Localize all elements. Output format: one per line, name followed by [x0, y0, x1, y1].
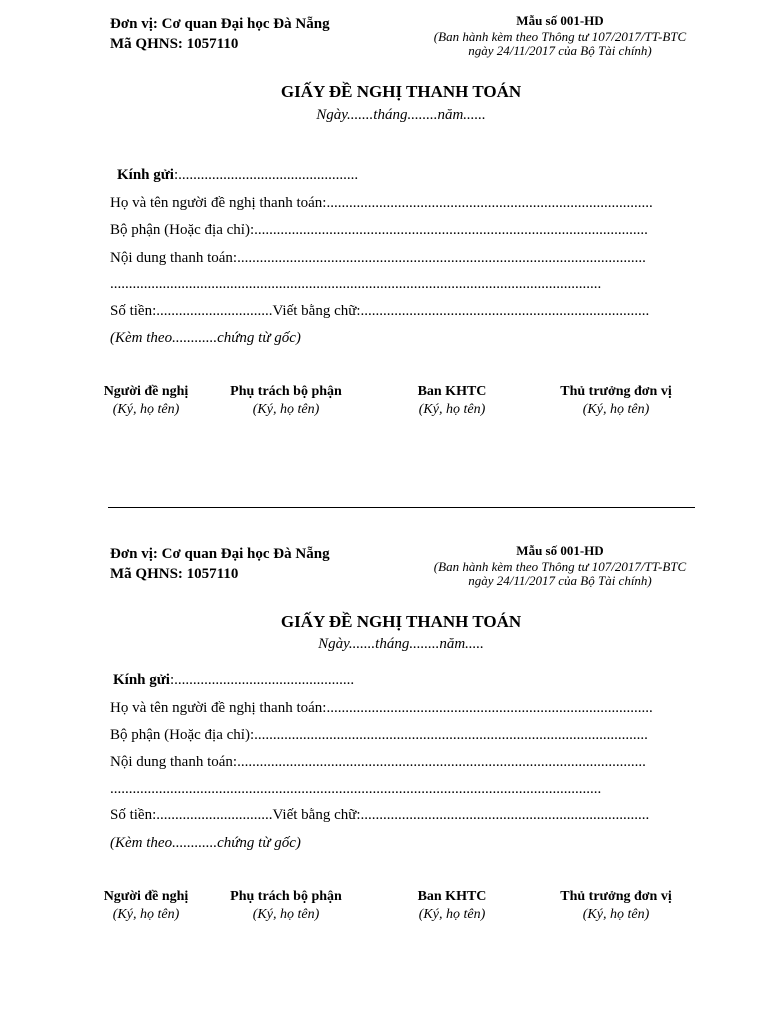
form-note-date: ngày 24/11/2017 của Bộ Tài chính) [468, 43, 652, 58]
amount-line: Số tiền:...............................Viết bằng chữ:............................................................................. [110, 303, 650, 319]
recipient-dots: :................................................ [173, 167, 359, 183]
form-note-circular: (Ban hành kèm theo Thông tư 107/2017/TT-BTC [433, 559, 687, 574]
signature-hint: (Ký, họ tên) [112, 402, 180, 417]
recipient-line [117, 167, 358, 184]
signature-role: Người đề nghị [103, 889, 189, 904]
date-line: Ngày.......tháng........năm...... [316, 107, 486, 123]
department-line: Bộ phận (Hoặc địa chỉ):......................................................................................................... [110, 222, 648, 238]
continuation-line: ................................................................................................................................... [110, 781, 602, 797]
form-code: Mẫu số 001-HD [516, 13, 604, 28]
signature-role: Phụ trách bộ phận [230, 384, 342, 399]
signature-role: Thủ trưởng đơn vị [560, 889, 672, 904]
payment-content-line: Nội dung thanh toán:............................................................................................................. [110, 754, 646, 770]
signature-requester [66, 889, 226, 923]
form-title: GIẤY ĐỀ NGHỊ THANH TOÁN [280, 612, 522, 631]
cut-line-divider [108, 507, 695, 508]
recipient-line [113, 672, 354, 689]
signature-hint: (Ký, họ tên) [252, 907, 320, 922]
signature-role: Phụ trách bộ phận [230, 889, 342, 904]
signature-unit-head [536, 889, 696, 923]
unit-code: Mã QHNS: 1057110 [110, 36, 239, 52]
signature-ban-khtc [372, 889, 532, 923]
requester-name-line: Họ và tên người đề nghị thanh toán:....................................................................................... [110, 700, 653, 716]
requester-name-line: Họ và tên người đề nghị thanh toán:....................................................................................... [110, 195, 653, 211]
date-line: Ngày.......tháng........năm..... [318, 636, 484, 652]
signature-role: Ban KHTC [417, 384, 487, 399]
form-note-date: ngày 24/11/2017 của Bộ Tài chính) [468, 573, 652, 588]
continuation-line: ................................................................................................................................... [110, 276, 602, 292]
form-note-circular: (Ban hành kèm theo Thông tư 107/2017/TT-BTC [433, 29, 687, 44]
signature-role: Ban KHTC [417, 889, 487, 904]
signature-requester [66, 384, 226, 418]
signature-hint: (Ký, họ tên) [582, 907, 650, 922]
payment-content-line: Nội dung thanh toán:............................................................................................................. [110, 250, 646, 266]
signature-hint: (Ký, họ tên) [418, 402, 486, 417]
department-line: Bộ phận (Hoặc địa chỉ):......................................................................................................... [110, 727, 648, 743]
unit-name: Đơn vị: Cơ quan Đại học Đà Nẵng [110, 16, 330, 32]
signature-hint: (Ký, họ tên) [252, 402, 320, 417]
signature-hint: (Ký, họ tên) [418, 907, 486, 922]
form-code: Mẫu số 001-HD [516, 543, 604, 558]
recipient-label: Kính gửi [117, 167, 174, 183]
unit-code: Mã QHNS: 1057110 [110, 566, 239, 582]
signature-ban-khtc [372, 384, 532, 418]
signature-hint: (Ký, họ tên) [112, 907, 180, 922]
attachments-line: (Kèm theo............chứng từ gốc) [110, 835, 301, 851]
signature-department-head [206, 384, 366, 418]
form-title: GIẤY ĐỀ NGHỊ THANH TOÁN [280, 82, 522, 101]
signature-hint: (Ký, họ tên) [582, 402, 650, 417]
signature-unit-head [536, 384, 696, 418]
signature-role: Người đề nghị [103, 384, 189, 399]
attachments-line: (Kèm theo............chứng từ gốc) [110, 330, 301, 346]
unit-name: Đơn vị: Cơ quan Đại học Đà Nẵng [110, 546, 330, 562]
amount-line: Số tiền:...............................Viết bằng chữ:............................................................................. [110, 807, 650, 823]
recipient-label: Kính gửi [113, 672, 170, 688]
signature-role: Thủ trưởng đơn vị [560, 384, 672, 399]
signature-department-head [206, 889, 366, 923]
recipient-dots: :................................................ [169, 672, 355, 688]
